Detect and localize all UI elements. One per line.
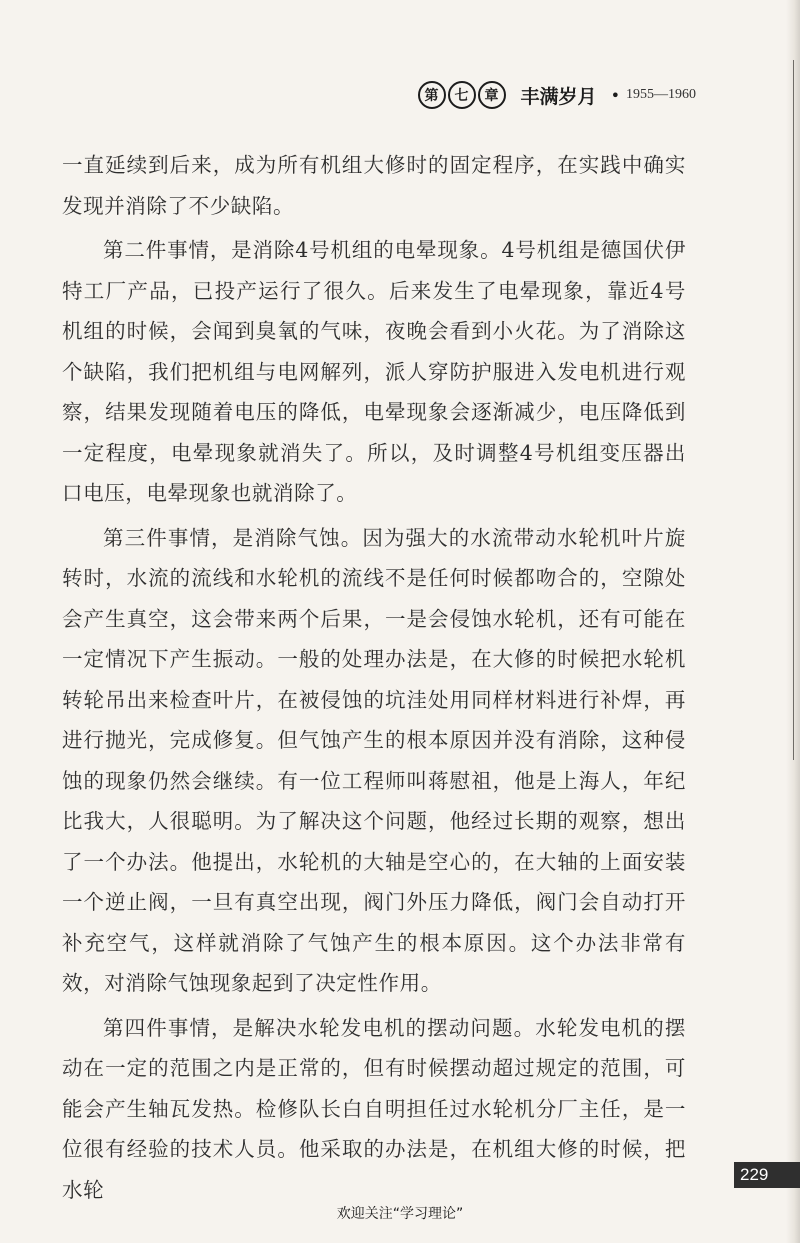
chapter-title: 丰满岁月: [520, 85, 597, 108]
chapter-label: [417, 81, 507, 109]
paragraph-third-matter: 第三件事情，是消除气蚀。因为强大的水流带动水轮机叶片旋转时，水流的流线和水轮机的流线不是任何时候都吻合的，空隙处会产生真空，这会带来两个后果，一是会侵蚀水轮机，还有可能在一定情况下产生振动。一般的处理办法是，在大修的时候把水轮机转轮吊出来检查叶片，在被侵蚀的坑洼处用同样材料进行补焊，再进行抛光，完成修复。但气蚀产生的根本原因并没有消除，这种侵蚀的现象仍然会继续。有一位工程师叫蒋慰祖，他是上海人，年纪比我大，人很聪明。为了解决这个问题，他经过长期的观察，想出了一个办法。他提出，水轮机的大轴是空心的，在大轴的上面安装一个逆止阀，一旦有真空出现，阀门外压力降低，阀门会自动打开补充空气，这样就消除了气蚀产生的根本原因。这个办法非常有效，对消除气蚀现象起到了决定性作用。: [62, 525, 686, 995]
page-number: 229: [734, 1162, 800, 1188]
paragraph-fourth-matter: 第四件事情，是解决水轮发电机的摆动问题。水轮发电机的摆动在一定的范围之内是正常的，但有时候摆动超过规定的范围，可能会产生轴瓦发热。检修队长白自明担任过水轮机分厂主任，是一位很有经验的技术人员。他采取的办法是，在机组大修的时候，把水轮: [62, 1015, 686, 1202]
running-head: [417, 80, 696, 110]
chapter-char-first: 第: [418, 81, 446, 109]
chapter-char-number: 七: [448, 81, 476, 109]
chapter-separator: •: [610, 85, 620, 105]
body-text: [62, 145, 686, 1210]
page-edge-line: [793, 60, 794, 760]
paragraph-second-matter: 第二件事情，是消除4号机组的电晕现象。4号机组是德国伏伊特工厂产品，已投产运行了很久。后来发生了电晕现象，靠近4号机组的时候，会闻到臭氧的气味，夜晚会看到小火花。为了消除这个缺陷，我们把机组与电网解列，派人穿防护服进入发电机进行观察，结果发现随着电压的降低，电晕现象会逐渐减少，电压降低到一定程度，电晕现象就消失了。所以，及时调整4号机组变压器出口电压，电晕现象也就消除了。: [62, 238, 686, 505]
paragraph-continued: 一直延续到后来，成为所有机组大修时的固定程序，在实践中确实发现并消除了不少缺陷。: [62, 153, 686, 218]
watermark-caption: 欢迎关注“学习理论”: [336, 1206, 464, 1222]
chapter-char-last: 章: [478, 81, 506, 109]
chapter-years: 1955—1960: [626, 87, 696, 102]
